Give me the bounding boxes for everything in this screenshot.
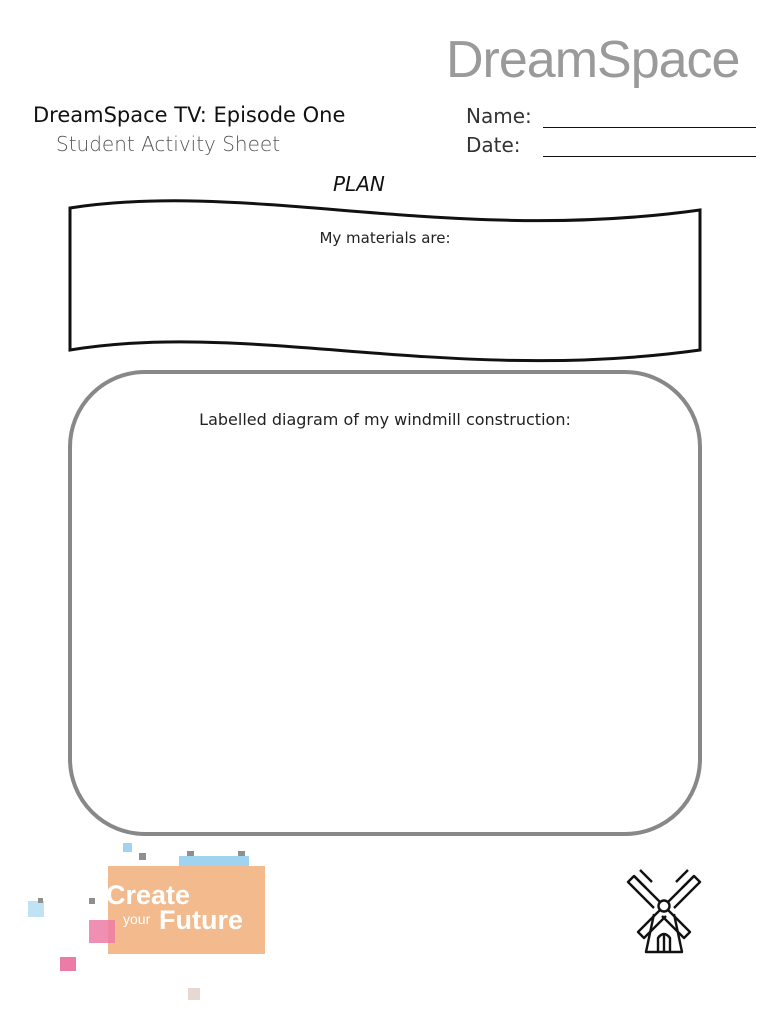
name-label: Name:: [466, 104, 532, 128]
brand-logo-text: DreamSpace: [446, 31, 740, 89]
plan-heading: PLAN: [333, 172, 385, 196]
logo-future-text: Future: [159, 905, 243, 935]
decor-square: [89, 898, 95, 904]
materials-banner: [70, 201, 700, 361]
page-subtitle: Student Activity Sheet: [56, 132, 281, 156]
decor-square: [89, 920, 115, 943]
logo-create-text: Create: [106, 880, 191, 910]
decor-square: [188, 988, 200, 1000]
decor-square: [38, 898, 43, 903]
diagram-box: [70, 372, 700, 834]
windmill-icon: [624, 866, 706, 956]
materials-label: My materials are:: [319, 229, 451, 247]
logo-your-text: your: [123, 911, 151, 927]
decor-square: [28, 901, 44, 917]
decor-square: [123, 843, 132, 852]
page-title: DreamSpace TV: Episode One: [33, 103, 346, 127]
decor-square: [60, 957, 76, 971]
decor-square: [139, 853, 146, 860]
date-label: Date:: [466, 133, 521, 157]
diagram-label: Labelled diagram of my windmill construction:: [199, 410, 571, 429]
